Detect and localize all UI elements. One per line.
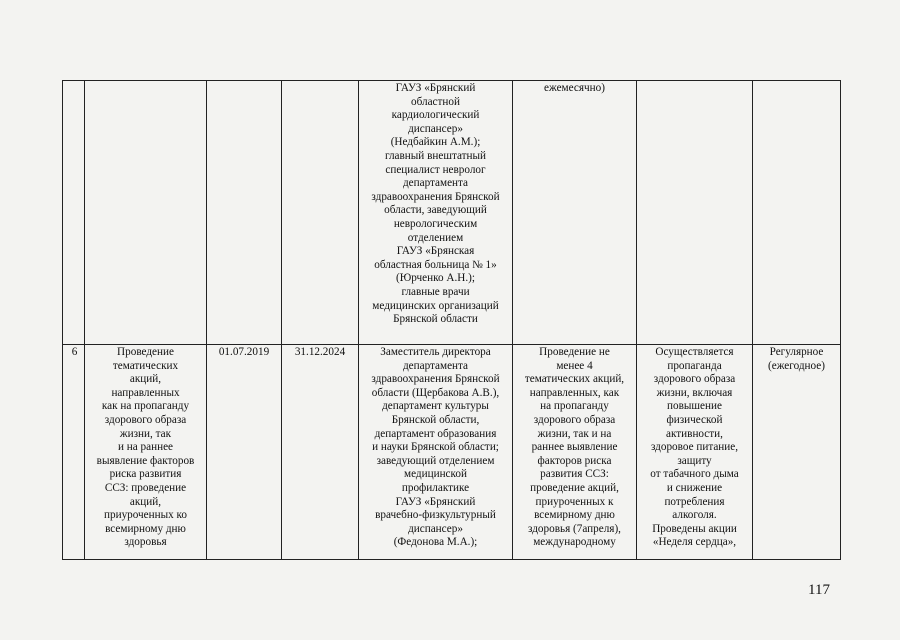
cell-number: [63, 81, 85, 345]
table-row-continuation: [63, 81, 841, 345]
cell-status: [637, 81, 753, 345]
cell-periodicity: Регулярное (ежегодное): [753, 345, 841, 560]
cell-result: Проведение не менее 4 тематических акций, направленных, как на пропаганду здорового образа жизни, так и на раннее выявление факторов риска развития ССЗ: проведение акций, приуроченных к всемирному дню здоровья (7апреля), международному: [513, 345, 637, 560]
cell-responsible: Заместитель директора департамента здравоохранения Брянской области (Щербакова А.В.), департамент культуры Брянской области, департамент образования и науки Брянской области; заведующий отделением медицинской профилактике ГАУЗ «Брянский врачебно-физкультурный диспансер» (Федонова М.А.);: [359, 345, 513, 560]
cell-event: [85, 81, 207, 345]
table-row-6: [63, 345, 841, 560]
cell-end-date: [282, 81, 359, 345]
cell-status: Осуществляется пропаганда здорового образа жизни, включая повышение физической активности, здоровое питание, защиту от табачного дыма и снижение потребления алкоголя. Проведены акции «Неделя сердца»,: [637, 345, 753, 560]
cell-result: ежемесячно): [513, 81, 637, 345]
cell-start-date: 01.07.2019: [207, 345, 282, 560]
cell-end-date: 31.12.2024: [282, 345, 359, 560]
page-number: 117: [808, 582, 830, 598]
cell-periodicity: [753, 81, 841, 345]
cell-number: 6: [63, 345, 85, 560]
cell-responsible: ГАУЗ «Брянский областной кардиологический диспансер» (Недбайкин А.М.); главный внештатный специалист невролог департамента здравоохранения Брянской области, заведующий неврологическим отделением ГАУЗ «Брянская областная больница № 1» (Юрченко А.Н.); главные врачи медицинских организаций Брянской области: [359, 81, 513, 345]
cell-start-date: [207, 81, 282, 345]
cell-event: Проведение тематических акций, направленных как на пропаганду здорового образа жизни, так и на раннее выявление факторов риска развития ССЗ: проведение акций, приуроченных ко всемирному дню здоровья: [85, 345, 207, 560]
measures-table: [62, 80, 841, 560]
